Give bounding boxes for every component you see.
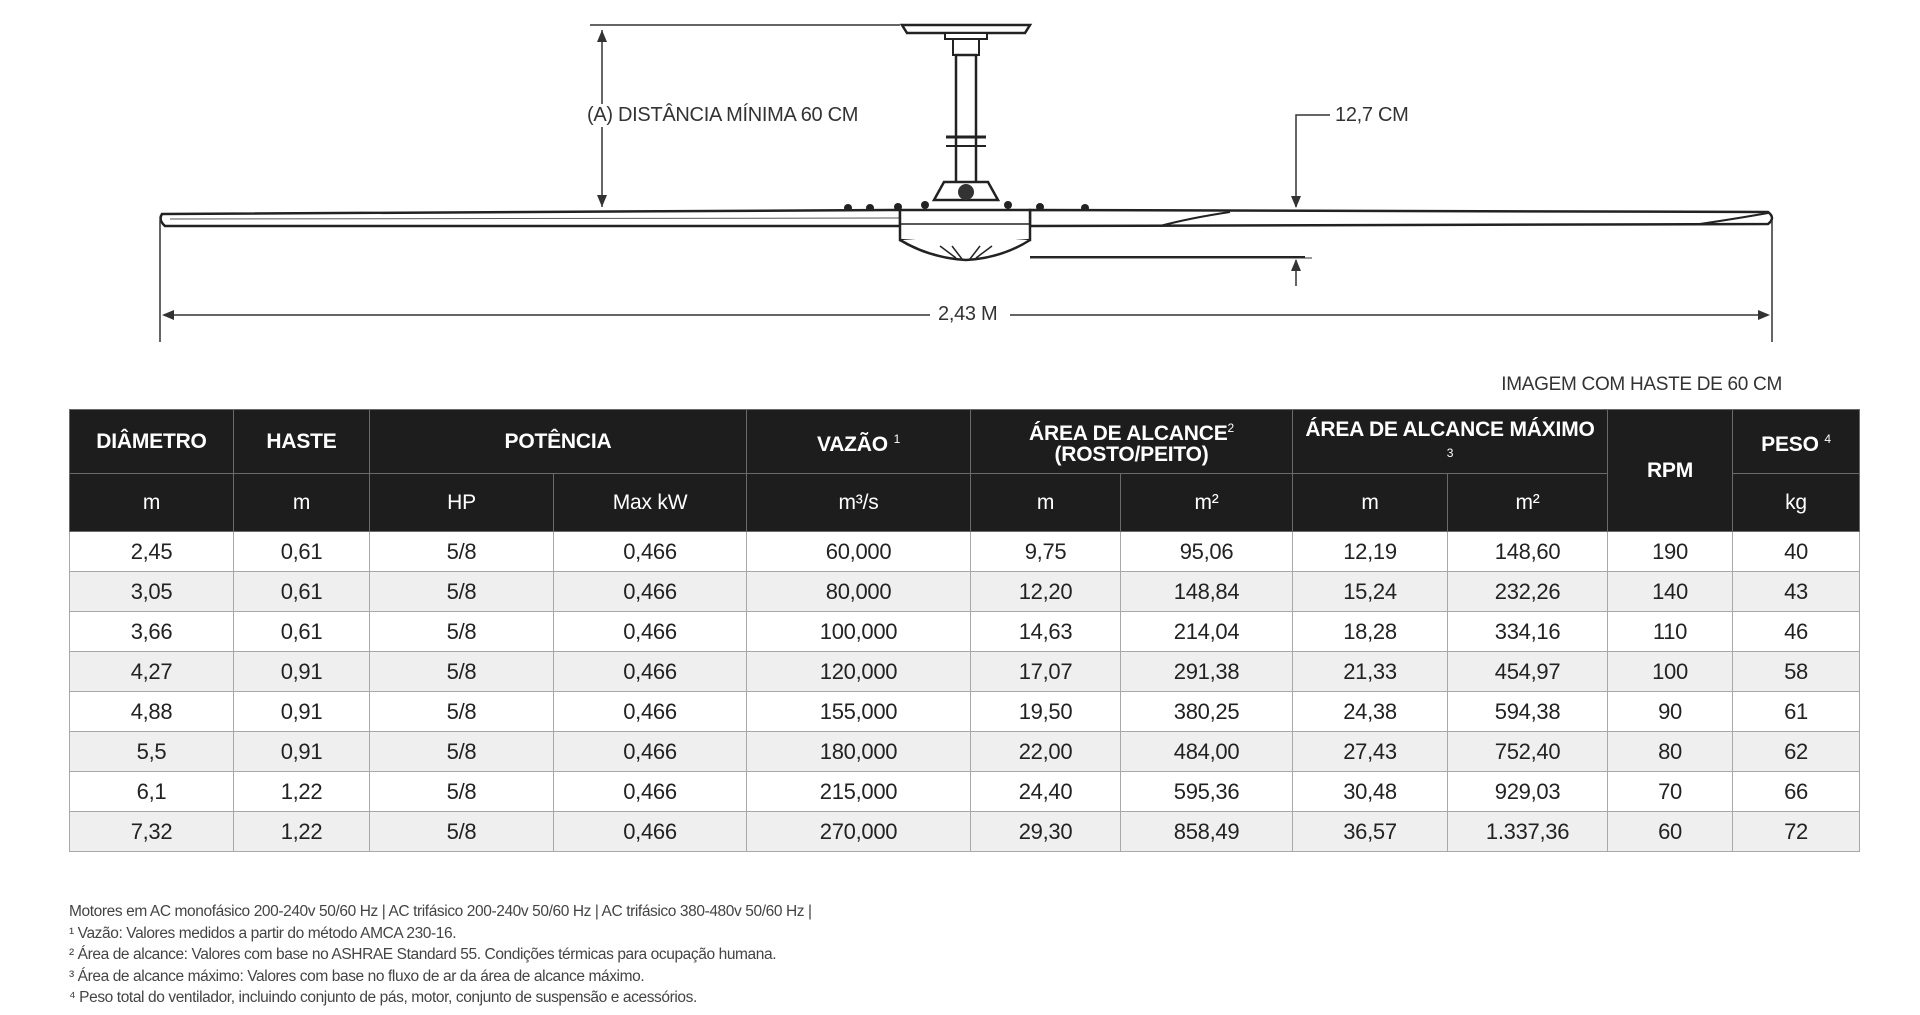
header-diametro: DIÂMETRO [70,410,234,474]
cell-hp: 5/8 [370,652,554,692]
cell-diametro: 4,27 [70,652,234,692]
cell-max-kw: 0,466 [554,612,747,652]
cell-alcance-m: 29,30 [971,812,1121,852]
unit-cell: m² [1121,474,1293,532]
cell-hp: 5/8 [370,532,554,572]
cell-alcance-max-m2: 929,03 [1448,772,1608,812]
cell-max-kw: 0,466 [554,772,747,812]
cell-alcance-m2: 595,36 [1121,772,1293,812]
cell-alcance-max-m2: 148,60 [1448,532,1608,572]
cell-rpm: 100 [1608,652,1733,692]
cell-alcance-max-m2: 1.337,36 [1448,812,1608,852]
cell-alcance-m: 22,00 [971,732,1121,772]
cell-alcance-max-m: 15,24 [1293,572,1448,612]
table-row [70,612,1860,652]
footnote-area-alcance: ² Área de alcance: Valores com base no ASHRAE Standard 55. Condições térmicas para ocupação humana. [69,946,777,963]
cell-diametro: 2,45 [70,532,234,572]
cell-alcance-m2: 484,00 [1121,732,1293,772]
cell-hp: 5/8 [370,692,554,732]
cell-alcance-m2: 380,25 [1121,692,1293,732]
cell-hp: 5/8 [370,812,554,852]
cell-haste: 0,61 [234,612,370,652]
cell-haste: 0,91 [234,652,370,692]
cell-hp: 5/8 [370,772,554,812]
cell-diametro: 5,5 [70,732,234,772]
header-area-alcance: ÁREA DE ALCANCE$^2$ (ROSTO/PEITO) [971,410,1293,474]
cell-alcance-max-m: 24,38 [1293,692,1448,732]
unit-cell: m [1293,474,1448,532]
unit-cell: Max kW [554,474,747,532]
cell-alcance-m2: 858,49 [1121,812,1293,852]
cell-peso: 66 [1733,772,1860,812]
cell-haste: 0,61 [234,572,370,612]
fan-dimension-diagram [0,0,1920,360]
cell-hp: 5/8 [370,612,554,652]
table-body [70,532,1860,852]
cell-alcance-max-m2: 334,16 [1448,612,1608,652]
unit-cell: m [70,474,234,532]
cell-diametro: 3,05 [70,572,234,612]
min-distance-label: (A) DISTÂNCIA MÍNIMA 60 CM [587,104,859,126]
cell-peso: 46 [1733,612,1860,652]
cell-peso: 62 [1733,732,1860,772]
cell-max-kw: 0,466 [554,652,747,692]
cell-alcance-max-m2: 232,26 [1448,572,1608,612]
cell-alcance-max-m: 36,57 [1293,812,1448,852]
cell-haste: 1,22 [234,812,370,852]
cell-alcance-max-m: 18,28 [1293,612,1448,652]
cell-hp: 5/8 [370,732,554,772]
unit-cell: m [971,474,1121,532]
table-row [70,732,1860,772]
cell-rpm: 60 [1608,812,1733,852]
cell-alcance-m: 14,63 [971,612,1121,652]
footnote-vazao: ¹ Vazão: Valores medidos a partir do método AMCA 230-16. [69,924,457,942]
cell-alcance-max-m2: 752,40 [1448,732,1608,772]
table-row [70,692,1860,732]
header-area-alcance-maximo: ÁREA DE ALCANCE MÁXIMO 3 [1293,410,1608,474]
footnote-motors: Motores em AC monofásico 200-240v 50/60 Hz | AC trifásico 200-240v 50/60 Hz | AC trifásico 380-480v 50/60 Hz | [69,903,812,920]
cell-peso: 61 [1733,692,1860,732]
header-potencia: POTÊNCIA [370,410,747,474]
cell-haste: 0,91 [234,692,370,732]
cell-alcance-m2: 291,38 [1121,652,1293,692]
unit-cell: m³/s [747,474,971,532]
table-units-row [70,474,1860,532]
cell-peso: 43 [1733,572,1860,612]
unit-cell: m [234,474,370,532]
cell-alcance-max-m2: 594,38 [1448,692,1608,732]
cell-alcance-m: 19,50 [971,692,1121,732]
height-dimension-label: 12,7 CM [1335,104,1409,126]
cell-peso: 72 [1733,812,1860,852]
footnotes [69,901,812,1009]
width-dimension-label: 2,43 M [934,303,1001,326]
table-row [70,812,1860,852]
cell-alcance-m: 17,07 [971,652,1121,692]
header-vazao: VAZÃO $^1$ [747,410,971,474]
cell-alcance-max-m: 27,43 [1293,732,1448,772]
cell-rpm: 190 [1608,532,1733,572]
cell-peso: 40 [1733,532,1860,572]
cell-alcance-m: 12,20 [971,572,1121,612]
cell-max-kw: 0,466 [554,692,747,732]
cell-vazao: 120,000 [747,652,971,692]
cell-alcance-max-m2: 454,97 [1448,652,1608,692]
unit-cell: kg [1733,474,1860,532]
cell-vazao: 180,000 [747,732,971,772]
cell-rpm: 70 [1608,772,1733,812]
unit-cell: HP [370,474,554,532]
cell-max-kw: 0,466 [554,812,747,852]
cell-alcance-m: 9,75 [971,532,1121,572]
cell-alcance-max-m: 12,19 [1293,532,1448,572]
cell-vazao: 60,000 [747,532,971,572]
cell-alcance-m2: 214,04 [1121,612,1293,652]
cell-diametro: 3,66 [70,612,234,652]
cell-vazao: 270,000 [747,812,971,852]
cell-vazao: 155,000 [747,692,971,732]
unit-cell: m² [1448,474,1608,532]
cell-vazao: 80,000 [747,572,971,612]
header-haste: HASTE [234,410,370,474]
table-header-row [70,410,1860,474]
cell-rpm: 140 [1608,572,1733,612]
cell-rpm: 80 [1608,732,1733,772]
specifications-table [69,409,1860,852]
footnote-area-maximo: ³ Área de alcance máximo: Valores com base no fluxo de ar da área de alcance máximo. [69,967,645,985]
cell-vazao: 100,000 [747,612,971,652]
cell-max-kw: 0,466 [554,732,747,772]
cell-rpm: 90 [1608,692,1733,732]
header-rpm: RPM [1608,410,1733,532]
table-row [70,652,1860,692]
table-row [70,772,1860,812]
cell-hp: 5/8 [370,572,554,612]
cell-alcance-m: 24,40 [971,772,1121,812]
cell-alcance-m2: 95,06 [1121,532,1293,572]
cell-haste: 1,22 [234,772,370,812]
table-row [70,572,1860,612]
cell-haste: 0,91 [234,732,370,772]
cell-max-kw: 0,466 [554,532,747,572]
cell-diametro: 6,1 [70,772,234,812]
cell-alcance-m2: 148,84 [1121,572,1293,612]
cell-max-kw: 0,466 [554,572,747,612]
image-caption: IMAGEM COM HASTE DE 60 CM [1501,374,1782,395]
cell-alcance-max-m: 30,48 [1293,772,1448,812]
cell-peso: 58 [1733,652,1860,692]
cell-alcance-max-m: 21,33 [1293,652,1448,692]
cell-rpm: 110 [1608,612,1733,652]
cell-vazao: 215,000 [747,772,971,812]
table-row [70,532,1860,572]
cell-haste: 0,61 [234,532,370,572]
footnote-peso: ⁴ Peso total do ventilador, incluindo conjunto de pás, motor, conjunto de suspensão e acessórios. [69,989,697,1006]
cell-diametro: 4,88 [70,692,234,732]
cell-diametro: 7,32 [70,812,234,852]
header-peso: PESO $^4$ [1733,410,1860,474]
